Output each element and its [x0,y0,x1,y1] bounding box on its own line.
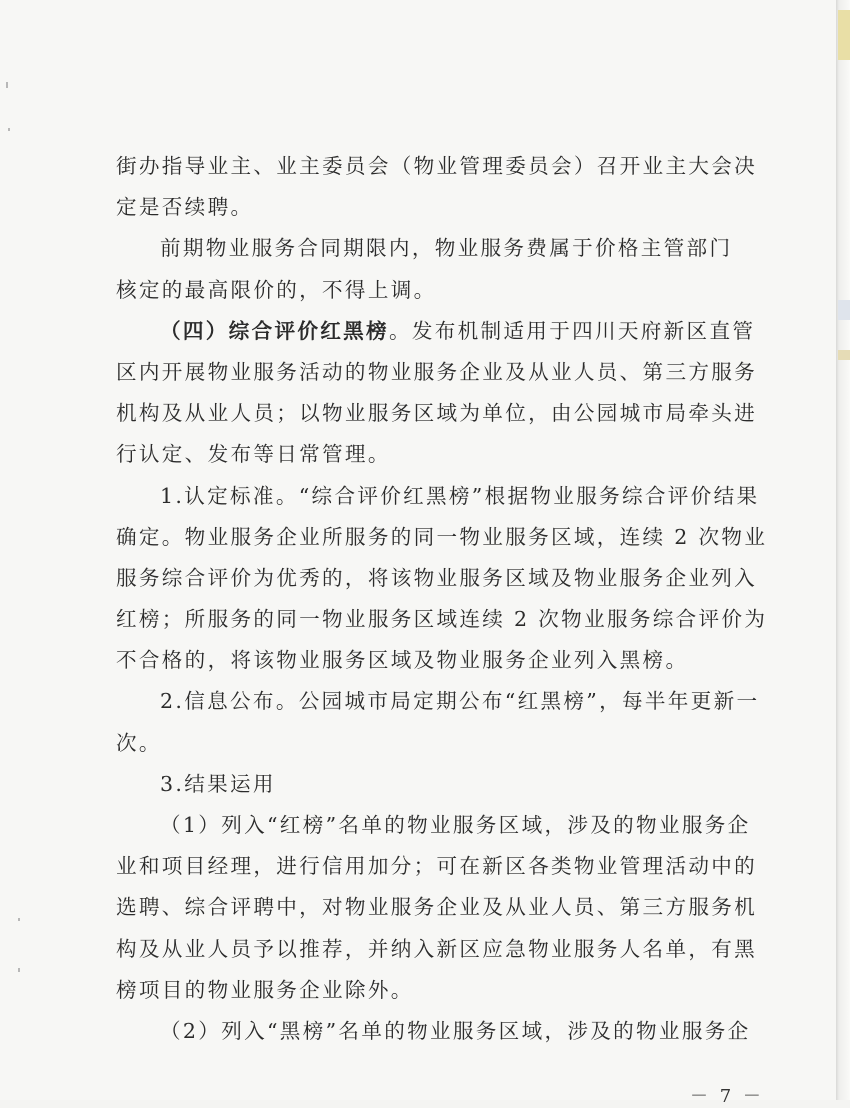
text-line: 榜项目的物业服务企业除外。 [116,977,414,1002]
scan-right-edge [836,0,850,1100]
section-heading-line [116,311,756,352]
text-line: 定是否续聘。 [116,195,254,220]
section-heading: （四）综合评价红黑榜 [160,318,389,343]
text-line: 构及从业人员予以推荐，并纳入新区应急物业服务人名单，有黑 [116,936,758,961]
text-line: 不合格的，将该物业服务区域及物业服务企业列入黑榜。 [116,648,689,673]
text-line: 街办指导业主、业主委员会（物业管理委员会）召开业主大会决 [116,154,758,178]
text-line: 1.认定标准。“综合评价红黑榜”根据物业服务综合评价结果 [160,483,760,508]
text-line: 红榜；所服务的同一物业服务区域连续 2 次物业服务综合评价为 [116,607,768,632]
text-line: 业和项目经理，进行信用加分；可在新区各类物业管理活动中的 [116,854,758,879]
page-number: － 7 － [690,1086,764,1107]
text-line: 核定的最高限价的，不得上调。 [116,277,437,302]
text-line: （1）列入“红榜”名单的物业服务区域，涉及的物业服务企 [160,813,751,837]
scan-speck [8,128,10,131]
text-line: 区内开展物业服务活动的物业服务企业及从业人员、第三方服务 [116,359,758,384]
text-line: 确定。物业服务企业所服务的同一物业服务区域，连续 2 次物业 [116,524,768,549]
text-line: 行认定、发布等日常管理。 [116,442,391,467]
text-line: 服务综合评价为优秀的，将该物业服务区域及物业服务企业列入 [116,565,758,590]
body-text [116,146,768,1052]
text-line: 前期物业服务合同期限内，物业服务费属于价格主管部门 [160,236,733,261]
text-line: 3.结果运用 [160,771,276,796]
text-line: 选聘、综合评聘中，对物业服务企业及从业人员、第三方服务机 [116,895,758,920]
section-heading-continuation: 。发布机制适用于四川天府新区直管 [388,318,756,343]
scan-speck [18,968,20,972]
scan-edge-mark [838,10,850,60]
text-line: 次。 [116,730,162,755]
text-line: （2）列入“黑榜”名单的物业服务区域，涉及的物业服务企 [160,1018,751,1043]
text-line: 机构及从业人员；以物业服务区域为单位，由公园城市局牵头进 [116,401,758,426]
scan-edge-mark [838,300,850,320]
scan-speck [6,82,8,88]
text-line: 2.信息公布。公园城市局定期公布“红黑榜”，每半年更新一 [160,689,760,714]
scan-speck [18,918,20,921]
scan-edge-mark [838,350,850,360]
